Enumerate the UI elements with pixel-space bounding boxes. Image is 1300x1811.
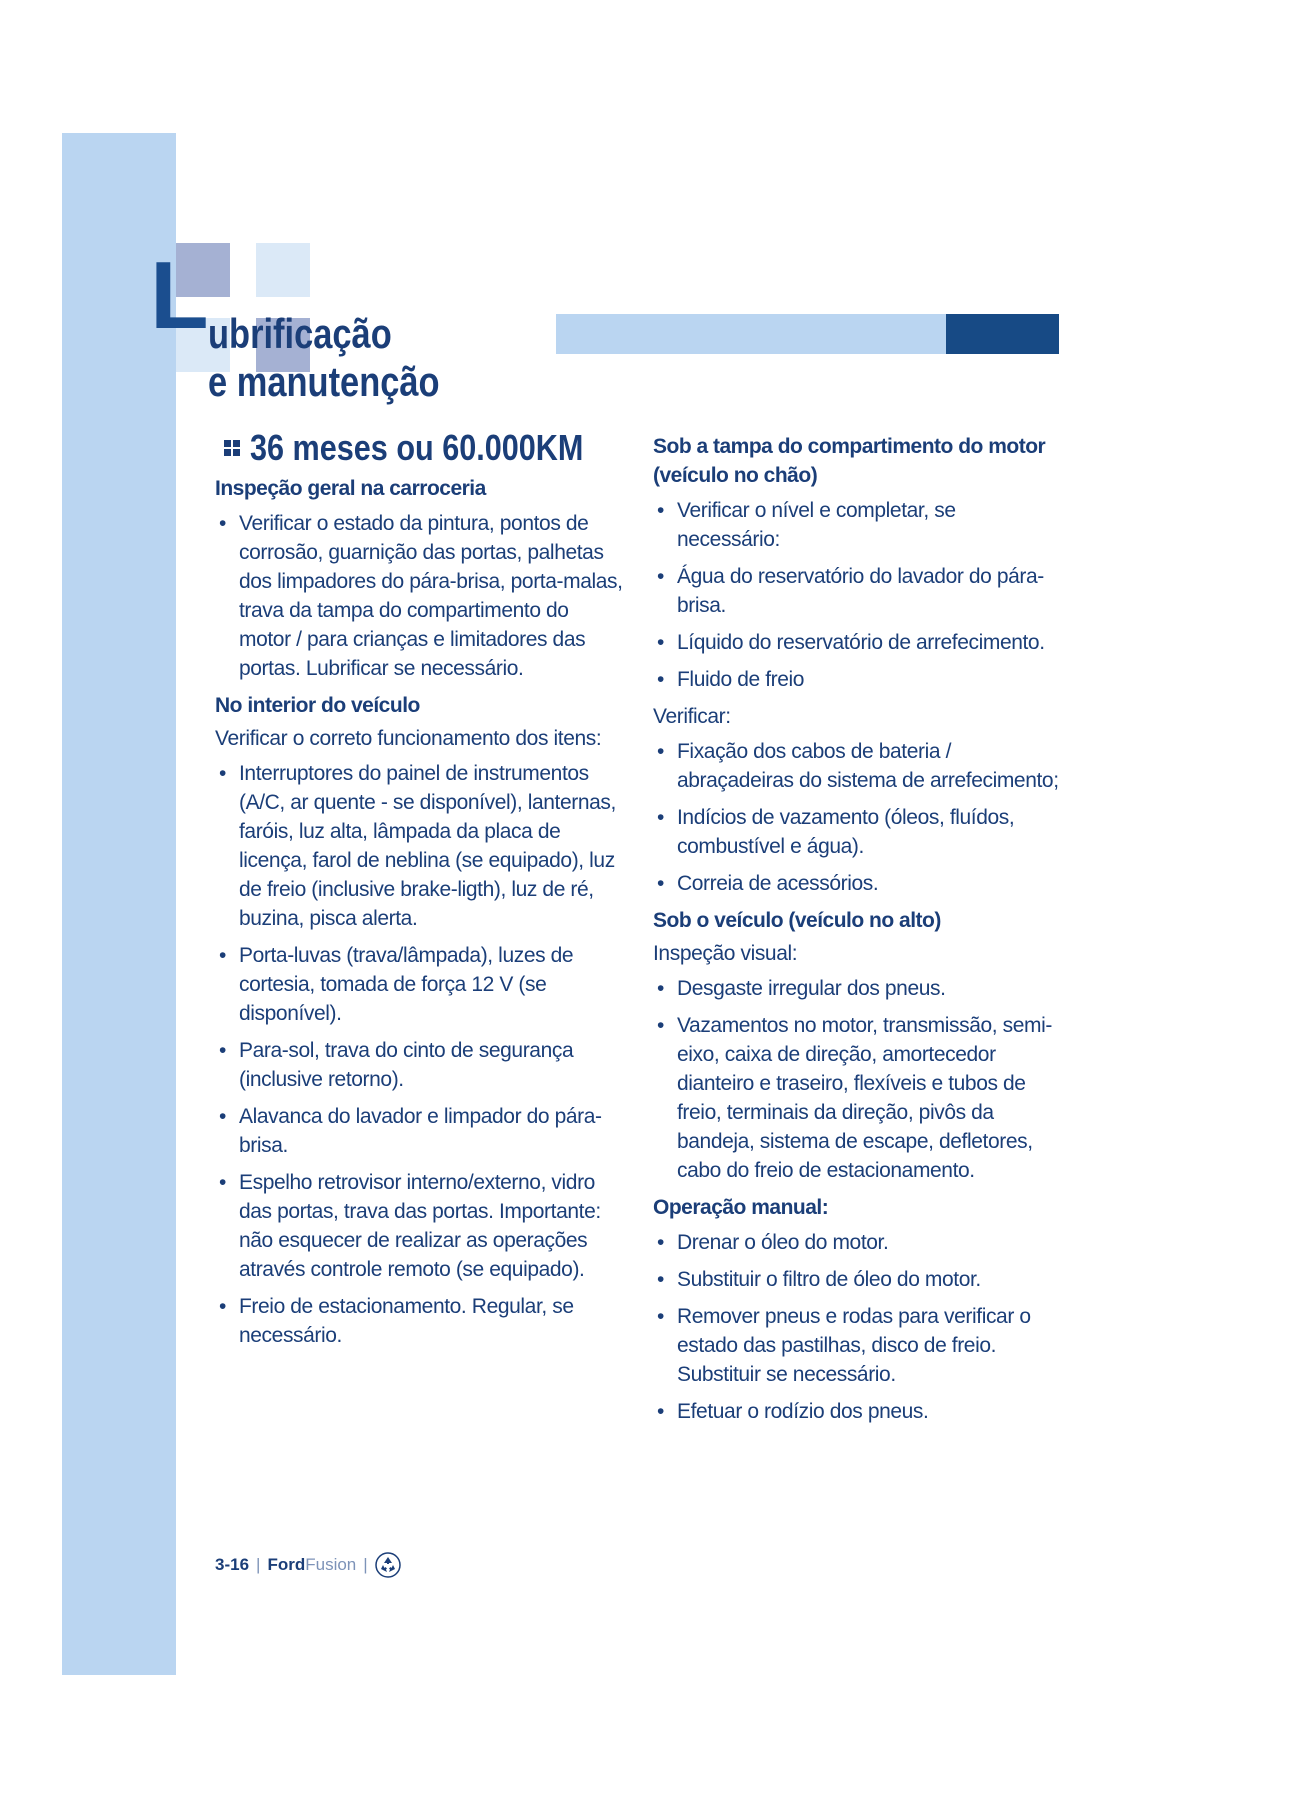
list-item: • Efetuar o rodízio dos pneus. — [653, 1397, 1063, 1426]
bullet-list — [215, 759, 625, 1350]
list-item: • Desgaste irregular dos pneus. — [653, 974, 1063, 1003]
section-heading: No interior do veículo — [215, 694, 420, 717]
list-item: • Verificar o estado da pintura, pontos de corrosão, guarnição das portas, palhetas dos limpadores do pára-brisa, porta-malas, trava da tampa do compartimento do motor / para crianças e limitadores das portas. Lubrificar se necessário. — [215, 509, 625, 683]
bullet-list — [653, 1228, 1063, 1426]
dots-icon — [215, 440, 240, 456]
section-heading: Sob a tampa do compartimento do motor (veículo no chão) — [653, 435, 1046, 487]
list-item: • Vazamentos no motor, transmissão, semi-eixo, caixa de direção, amortecedor dianteiro e traseiro, flexíveis e tubos de freio, terminais da direção, pivôs da bandeja, sistema de escape, defletores, cabo do freio de estacionamento. — [653, 1011, 1063, 1185]
list-item: • Drenar o óleo do motor. — [653, 1228, 1063, 1257]
bullet-list — [215, 509, 625, 683]
page-title — [208, 310, 440, 406]
page-footer — [215, 1552, 401, 1578]
list-item: • Correia de acessórios. — [653, 869, 1063, 898]
paragraph: Inspeção visual: — [653, 942, 798, 965]
list-item: • Alavanca do lavador e limpador do pára-brisa. — [215, 1102, 625, 1160]
list-item: • Água do reservatório do lavador do pára-brisa. — [653, 562, 1063, 620]
bullet-list — [653, 974, 1063, 1185]
list-item: • Porta-luvas (trava/lâmpada), luzes de cortesia, tomada de força 12 V (se disponível). — [215, 941, 625, 1028]
section-heading: Inspeção geral na carroceria — [215, 477, 486, 500]
brand-ford: Ford — [267, 1555, 306, 1574]
recycle-icon — [375, 1552, 401, 1578]
section-heading: Sob o veículo (veículo no alto) — [653, 909, 941, 932]
list-item: • Substituir o filtro de óleo do motor. — [653, 1265, 1063, 1294]
list-item: • Indícios de vazamento (óleos, fluídos, combustível e água). — [653, 803, 1063, 861]
list-item: • Verificar o nível e completar, se necessário: — [653, 496, 1063, 554]
title-line-2: e manutenção — [208, 358, 440, 405]
list-item: • Freio de estacionamento. Regular, se necessário. — [215, 1292, 625, 1350]
right-column — [653, 428, 1063, 1434]
footer-separator: | — [256, 1555, 261, 1574]
list-item: • Remover pneus e rodas para verificar o estado das pastilhas, disco de freio. Substituir se necessário. — [653, 1302, 1063, 1389]
interval-heading — [215, 428, 625, 468]
list-item: • Fluido de freio — [653, 665, 1063, 694]
paragraph: Verificar: — [653, 705, 731, 728]
list-item: • Líquido do reservatório de arrefecimento. — [653, 628, 1063, 657]
header-bar-dark — [946, 314, 1059, 354]
header-bar-light — [556, 314, 946, 354]
footer-separator: | — [363, 1555, 368, 1574]
section-heading: Operação manual: — [653, 1196, 829, 1219]
bullet-list — [653, 496, 1063, 694]
left-column — [215, 428, 625, 1358]
interval-text: 36 meses ou 60.000KM — [250, 427, 584, 468]
paragraph: Verificar o correto funcionamento dos itens: — [215, 727, 602, 750]
title-initial: L — [150, 242, 209, 349]
list-item: • Espelho retrovisor interno/externo, vidro das portas, trava das portas. Importante: não esquecer de realizar as operações através controle remoto (se equipado). — [215, 1168, 625, 1284]
list-item: • Fixação dos cabos de bateria / abraçadeiras do sistema de arrefecimento; — [653, 737, 1063, 795]
brand-model: Fusion — [305, 1555, 357, 1574]
list-item: • Para-sol, trava do cinto de segurança (inclusive retorno). — [215, 1036, 625, 1094]
title-line-1: ubrificação — [208, 310, 392, 357]
page-number: 3-16 — [215, 1555, 250, 1574]
sidebar-band — [62, 133, 176, 1675]
decorative-square — [256, 243, 310, 297]
list-item: • Interruptores do painel de instrumentos (A/C, ar quente - se disponível), lanternas, faróis, luz alta, lâmpada da placa de licença, farol de neblina (se equipado), luz de freio (inclusive brake-ligth), luz de ré, buzina, pisca alerta. — [215, 759, 625, 933]
bullet-list — [653, 737, 1063, 898]
